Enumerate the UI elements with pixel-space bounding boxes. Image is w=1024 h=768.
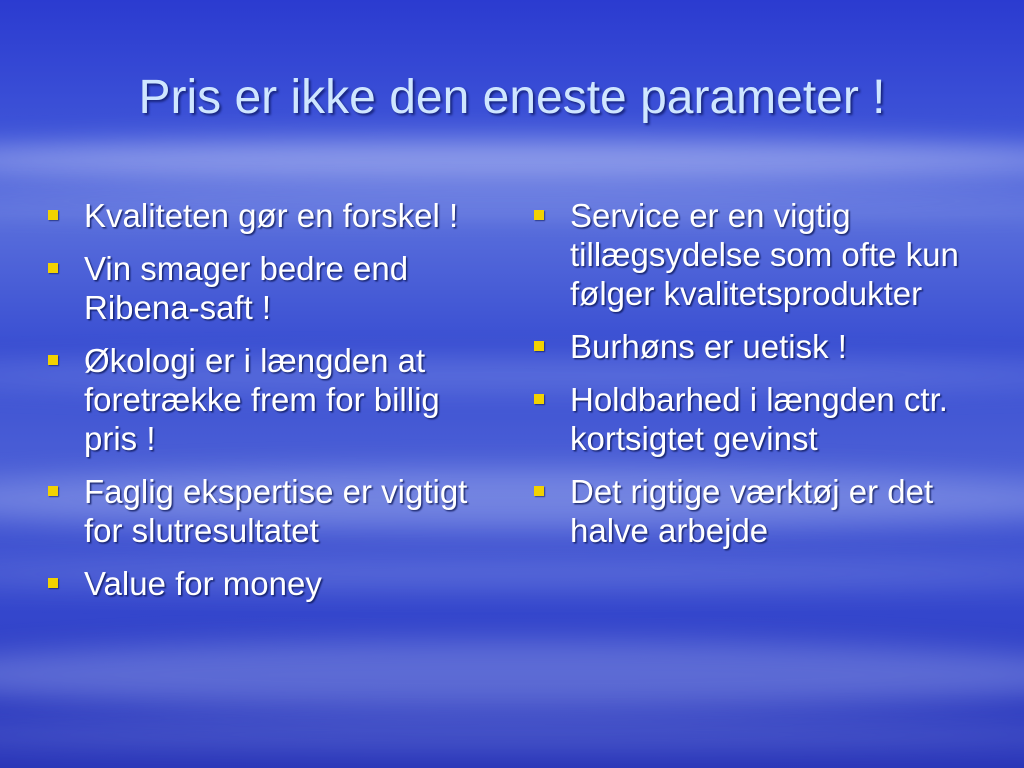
bullet-text: Vin smager bedre end Ribena-saft ! (84, 250, 409, 326)
list-item (46, 196, 496, 235)
bullet-text: Holdbarhed i længden ctr. kortsigtet gevinst (570, 381, 948, 457)
square-bullet-icon (534, 486, 544, 496)
square-bullet-icon (48, 486, 58, 496)
square-bullet-icon (534, 210, 544, 220)
list-item (46, 564, 496, 603)
cloud-streak (0, 140, 1024, 180)
bullet-text: Burhøns er uetisk ! (570, 328, 847, 365)
square-bullet-icon (48, 210, 58, 220)
bullet-text: Faglig ekspertise er vigtigt for slutresultatet (84, 473, 468, 549)
list-item (46, 341, 496, 458)
square-bullet-icon (534, 394, 544, 404)
square-bullet-icon (48, 578, 58, 588)
bullet-text: Økologi er i længden at foretrække frem for billig pris ! (84, 342, 440, 457)
list-item (532, 327, 1002, 366)
bullet-text: Value for money (84, 565, 322, 602)
square-bullet-icon (48, 263, 58, 273)
square-bullet-icon (534, 341, 544, 351)
cloud-streak (0, 720, 1024, 750)
bullet-text: Kvaliteten gør en forskel ! (84, 197, 459, 234)
list-item (46, 249, 496, 327)
list-item (532, 196, 1002, 313)
square-bullet-icon (48, 355, 58, 365)
bullet-text: Service er en vigtig tillægsydelse som ofte kun følger kvalitetsprodukter (570, 197, 959, 312)
list-item (532, 380, 1002, 458)
slide-title: Pris er ikke den eneste parameter ! (138, 71, 886, 124)
cloud-streak (0, 640, 1024, 710)
list-item (46, 472, 496, 550)
bullet-text: Det rigtige værktøj er det halve arbejde (570, 473, 934, 549)
left-bullet-list (46, 196, 496, 617)
right-bullet-list (532, 196, 1002, 564)
list-item (532, 472, 1002, 550)
